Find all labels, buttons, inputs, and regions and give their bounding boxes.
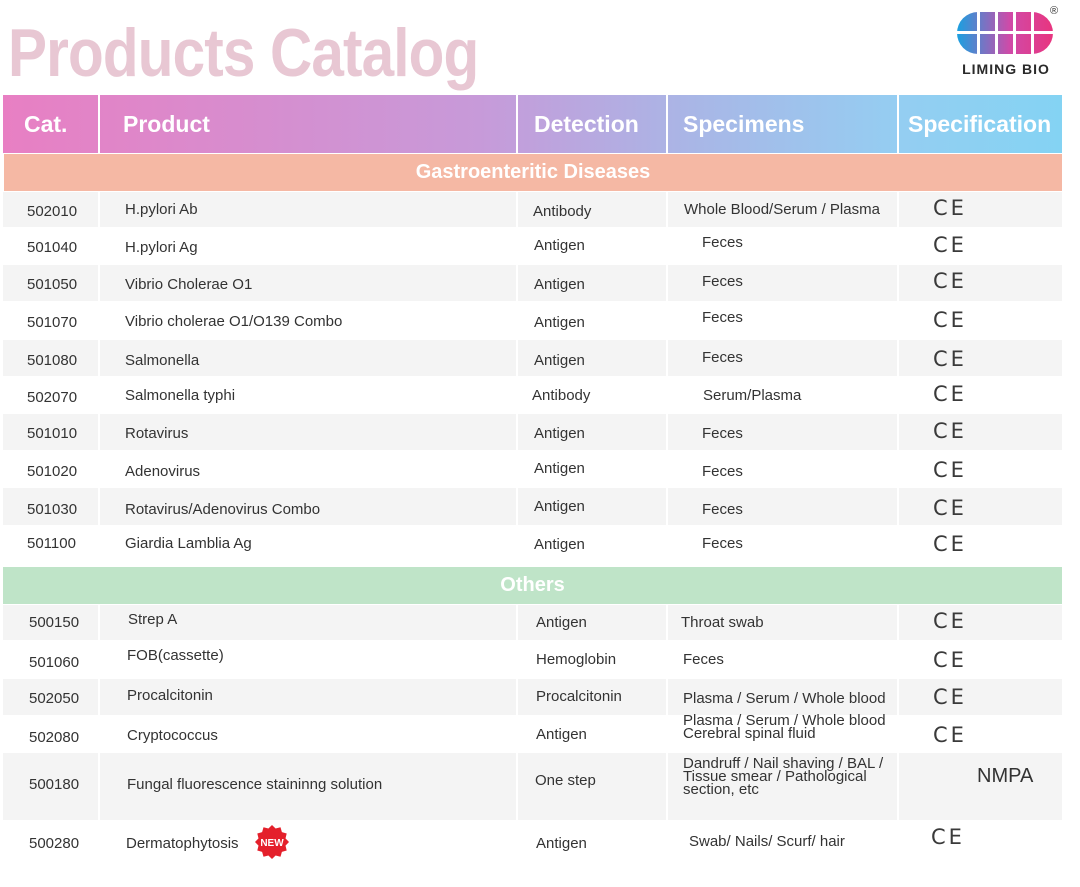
table-cell-bg — [899, 192, 1062, 227]
ce-mark-icon: CE — [933, 308, 967, 332]
ce-mark-icon: CE — [933, 532, 967, 556]
table-cell-bg — [899, 605, 1062, 640]
specimens-text: Serum/Plasma — [703, 387, 802, 404]
ce-mark-icon: CE — [933, 723, 967, 747]
product-name: Giardia Lamblia Ag — [125, 535, 252, 552]
cat-number: 502010 — [27, 203, 78, 220]
detection-type: Antigen — [536, 835, 587, 852]
table-cell-bg — [899, 414, 1062, 450]
brand-name: LIMING BIO — [962, 61, 1050, 77]
table-cell-bg — [899, 451, 1062, 487]
product-name: Rotavirus — [125, 425, 189, 442]
detection-type: Antigen — [536, 726, 587, 743]
product-name: Salmonella — [125, 352, 200, 369]
header-specimens: Specimens — [668, 95, 899, 153]
product-name: Procalcitonin — [127, 687, 213, 704]
section-band-others: Others — [3, 567, 1062, 604]
detection-type: Antigen — [534, 314, 585, 331]
cat-number: 501010 — [27, 425, 78, 442]
table-cell-bg — [899, 228, 1062, 264]
product-name: Cryptococcus — [127, 727, 218, 744]
table-cell-bg — [899, 488, 1062, 525]
table-header — [3, 95, 1062, 153]
header-detection: Detection — [518, 95, 668, 153]
table-cell-bg — [899, 821, 1062, 867]
specimens-text: Feces — [702, 349, 743, 366]
specimens-text: Feces — [702, 501, 743, 518]
product-name: H.pylori Ab — [125, 201, 198, 218]
cat-number: 501030 — [27, 501, 78, 518]
product-name: FOB(cassette) — [127, 647, 224, 664]
product-name: Vibrio Cholerae O1 — [125, 276, 253, 293]
product-name: Dermatophytosis — [126, 835, 239, 852]
ce-mark-icon: CE — [933, 458, 967, 482]
detection-type: Antigen — [534, 425, 585, 442]
nmpa-mark: NMPA — [977, 765, 1034, 787]
product-name: Adenovirus — [125, 463, 201, 480]
specimens-text: Feces — [702, 463, 743, 480]
table-cell-bg — [899, 377, 1062, 413]
ce-mark-icon: CE — [933, 609, 967, 633]
product-name: Rotavirus/Adenovirus Combo — [125, 501, 321, 518]
product-name: Fungal fluorescence staininng solution — [127, 776, 383, 793]
product-name: Strep A — [128, 611, 178, 628]
product-name: Salmonella typhi — [125, 387, 236, 404]
specimens-text: Dandruff / Nail shaving / BAL / Tissue smear / Pathological section, etc — [683, 755, 884, 798]
cat-number: 501080 — [27, 352, 78, 369]
table-cell-bg — [899, 526, 1062, 562]
specimens-text: Plasma / Serum / Whole blood Cerebral spinal fluid — [683, 712, 886, 742]
product-name: Vibrio cholerae O1/O139 Combo — [125, 313, 343, 330]
cat-number: 500280 — [29, 835, 80, 852]
header-specification: Specification — [908, 110, 1052, 137]
cat-number: 501020 — [27, 463, 78, 480]
specimens-text: Feces — [683, 651, 724, 668]
detection-type: Antibody — [533, 203, 592, 220]
detection-type: Procalcitonin — [536, 688, 622, 705]
header-cat: Cat. — [3, 95, 100, 153]
specimens-text: Feces — [702, 234, 743, 251]
specimens-text: Feces — [702, 535, 743, 552]
detection-type: One step — [535, 772, 596, 789]
detection-type: Antigen — [534, 237, 585, 254]
cat-number: 500180 — [29, 776, 80, 793]
detection-type: Antibody — [532, 387, 591, 404]
detection-type: Antigen — [534, 536, 585, 553]
cat-number: 501070 — [27, 314, 78, 331]
cat-number: 501040 — [27, 239, 78, 256]
cat-number: 500150 — [29, 614, 80, 631]
detection-type: Antigen — [536, 614, 587, 631]
cat-number: 502050 — [29, 690, 80, 707]
section-band-gastroenteritic: Gastroenteritic Diseases — [4, 154, 1062, 191]
product-name: H.pylori Ag — [125, 239, 198, 256]
table-cell-bg — [899, 716, 1062, 752]
cat-number: 501050 — [27, 276, 78, 293]
ce-mark-icon: CE — [933, 496, 967, 520]
header-product: Product — [100, 95, 518, 153]
registered-mark: ® — [1050, 5, 1059, 17]
specimens-text: Feces — [702, 425, 743, 442]
cat-number: 501100 — [27, 535, 76, 552]
ce-mark-icon: CE — [931, 825, 965, 849]
table-cell-bg — [899, 340, 1062, 376]
table-cell-bg — [899, 641, 1062, 678]
specimens-text: Feces — [702, 309, 743, 326]
ce-mark-icon: CE — [933, 648, 967, 672]
detection-type: Antigen — [534, 498, 585, 515]
ce-mark-icon: CE — [933, 233, 967, 257]
table-cell-bg — [899, 679, 1062, 715]
cat-number: 502080 — [29, 729, 80, 746]
specimens-text: Plasma / Serum / Whole blood — [683, 690, 886, 707]
specimens-text: Whole Blood/Serum / Plasma — [684, 201, 880, 218]
cat-number: 502070 — [27, 389, 78, 406]
detection-type: Antigen — [534, 276, 585, 293]
ce-mark-icon: CE — [933, 685, 967, 709]
new-badge-icon — [255, 825, 289, 859]
specimens-text: Throat swab — [681, 614, 764, 631]
ce-mark-icon: CE — [933, 347, 967, 371]
detection-type: Antigen — [534, 460, 585, 477]
specimens-text: Feces — [702, 273, 743, 290]
detection-type: Antigen — [534, 352, 585, 369]
ce-mark-icon: CE — [933, 196, 967, 220]
specimens-text: Swab/ Nails/ Scurf/ hair — [689, 833, 845, 850]
ce-mark-icon: CE — [933, 382, 967, 406]
detection-type: Hemoglobin — [536, 651, 617, 668]
ce-mark-icon: CE — [933, 269, 967, 293]
new-badge-label: NEW — [260, 838, 284, 849]
ce-mark-icon: CE — [933, 419, 967, 443]
cat-number: 501060 — [29, 654, 80, 671]
table-cell-bg — [899, 302, 1062, 339]
table-cell-bg — [899, 265, 1062, 301]
catalog-title: Products Catalog — [8, 15, 479, 91]
